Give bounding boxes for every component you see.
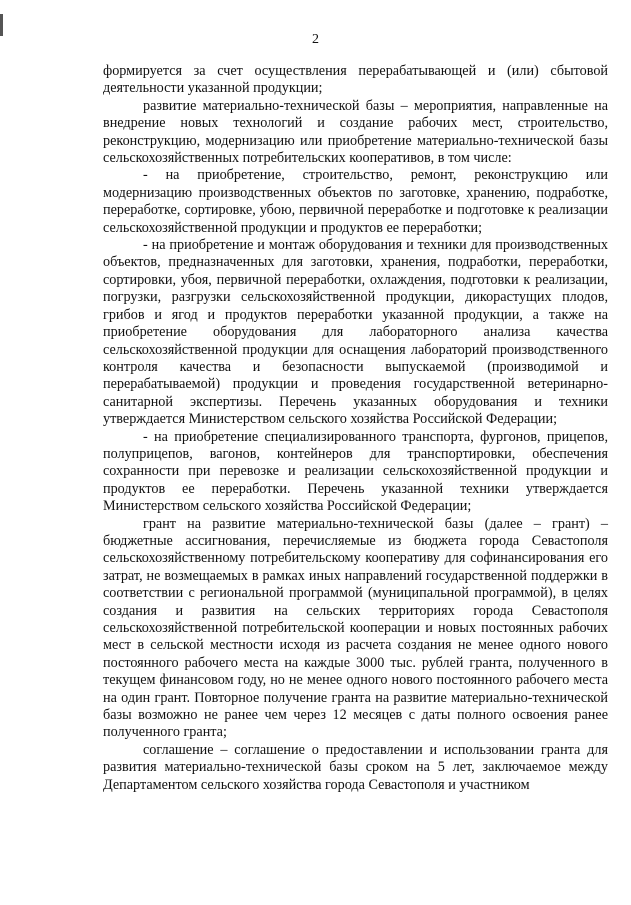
paragraph-agreement-definition: соглашение – соглашение о предоставлении и использовании гранта для развития материально-технической базы сроком на 5 лет, заключаемое между Департаментом сельского хозяйства города Севастополя и участником: [103, 741, 608, 793]
document-body: [103, 63, 608, 794]
page-number: 2: [312, 32, 319, 47]
list-item-equipment: - на приобретение и монтаж оборудования и техники для производственных объектов, предназначенных для заготовки, хранения, подработки, переработки, сортировки, убоя, первичной переработки, охлаждения, подготовки к реализации, погрузки, разгрузки сельскохозяйственной продукции, дикорастущих плодов, грибов и ягод и продуктов переработки указанной продукции, а также на приобретение оборудования для лабораторного анализа качества сельскохозяйственной продукции для оснащения лабораторий производственного контроля качества и безопасности выпускаемой (производимой и перерабатываемой) продукции и проведения государственной ветеринарно-санитарной экспертизы. Перечень указанных оборудования и техники утверждается Министерством сельского хозяйства Российской Федерации;: [103, 237, 608, 428]
paragraph-grant-definition: грант на развитие материально-технической базы (далее – грант) – бюджетные ассигнования, перечисляемые из бюджета города Севастополя сельскохозяйственному потребительскому кооперативу для софинансирования его затрат, не возмещаемых в рамках иных направлений государственной поддержки в соответствии с региональной программой (муниципальной программой), в целях создания и развития на сельских территориях города Севастополя сельскохозяйственной потребительской кооперации и новых постоянных рабочих мест в сельской местности исходя из расчета создания не менее одного нового постоянного рабочего места на каждые 3000 тыс. рублей гранта, полученного в текущем финансовом году, но не менее одного нового постоянного рабочего места на один грант. Повторное получение гранта на развитие материально-технической базы возможно не ранее чем через 12 месяцев с даты полного освоения ранее полученного гранта;: [103, 515, 608, 741]
list-item-construction: - на приобретение, строительство, ремонт, реконструкцию или модернизацию производственных объектов по заготовке, хранению, подработке, переработке, сортировке, убою, первичной переработке и подготовке к реализации сельскохозяйственной продукции и продуктов ее переработки;: [103, 167, 608, 236]
paragraph-continuation: формируется за счет осуществления перерабатывающей и (или) сбытовой деятельности указанной продукции;: [103, 63, 608, 97]
paragraph-material-base-definition: развитие материально-технической базы – мероприятия, направленные на внедрение новых технологий и создание рабочих мест, строительство, реконструкцию, модернизацию или приобретение материально-технической базы сельскохозяйственных потребительских кооперативов, в том числе:: [103, 97, 608, 167]
list-item-transport: - на приобретение специализированного транспорта, фургонов, прицепов, полуприцепов, вагонов, контейнеров для транспортировки, обеспечения сохранности при перевозке и реализации сельскохозяйственной продукции и продуктов ее переработки. Перечень указанной техники утверждается Министерством сельского хозяйства Российской Федерации;: [103, 428, 608, 515]
